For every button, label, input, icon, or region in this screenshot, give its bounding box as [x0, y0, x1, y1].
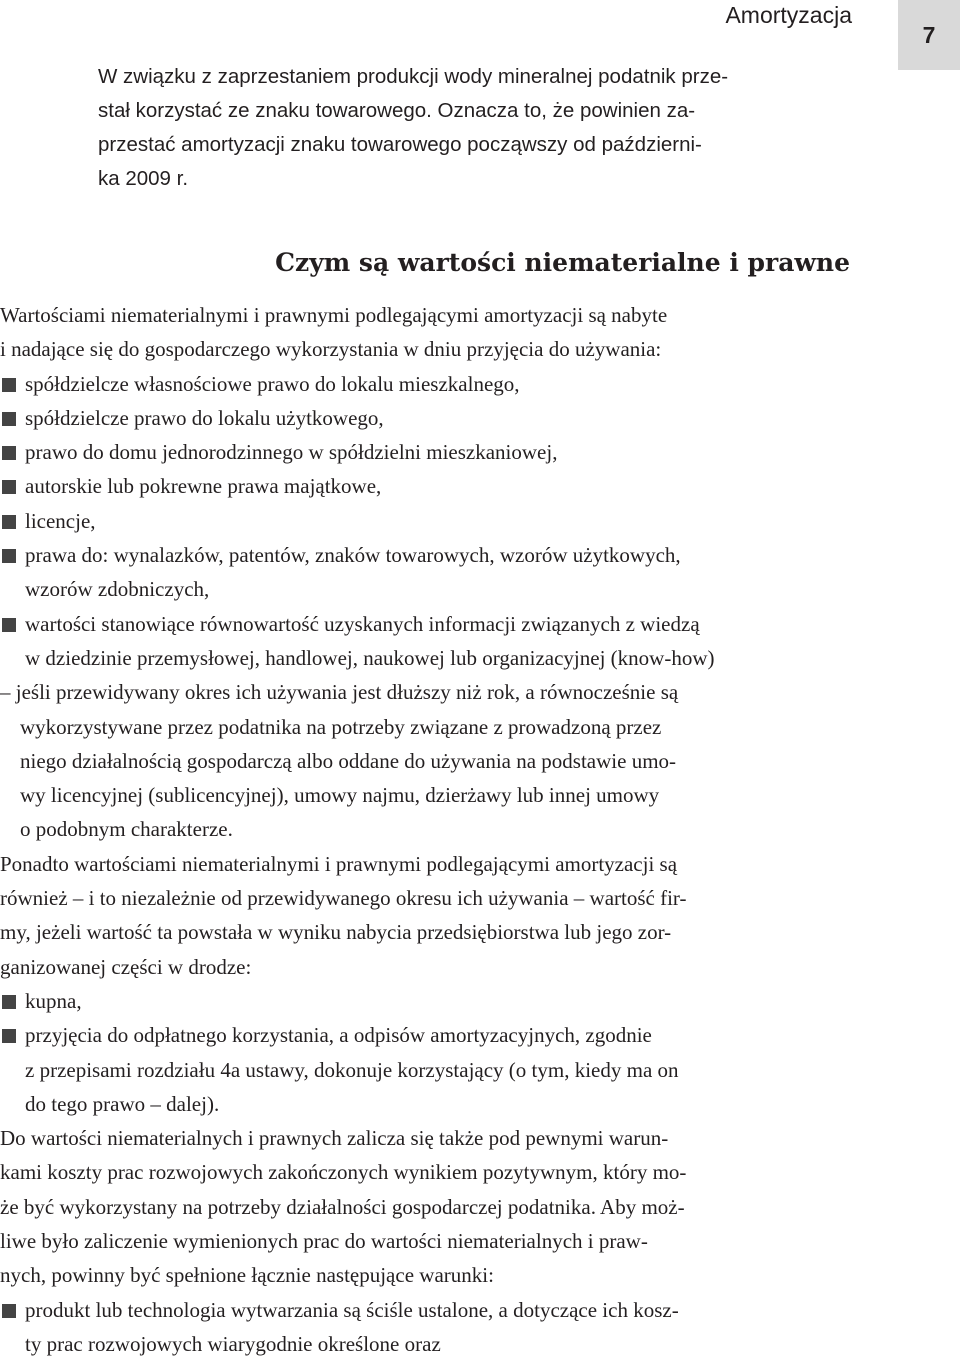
bullet-continuation-line: [0, 1053, 820, 1087]
paragraph-line: [0, 298, 820, 332]
bullet-list-item: [0, 1293, 820, 1327]
square-bullet-icon: [2, 995, 16, 1009]
line-text: przyjęcia do odpłatnego korzystania, a odpisów amortyzacyjnych, zgodnie: [25, 1023, 652, 1048]
line-text: wy licencyjnej (sublicencyjnej), umowy najmu, dzierżawy lub innej umowy: [20, 783, 660, 808]
line-text: że być wykorzystany na potrzeby działalności gospodarczej podatnika. Aby moż-: [0, 1194, 685, 1219]
bullet-list-item: [0, 984, 820, 1018]
line-text: również – i to niezależnie od przewidywanego okresu ich używania – wartość fir-: [0, 886, 687, 911]
intro-paragraph: [98, 60, 778, 196]
square-bullet-icon: [2, 1029, 16, 1043]
bullet-list-item: [0, 401, 820, 435]
line-text: i nadające się do gospodarczego wykorzystania w dniu przyjęcia do używania:: [0, 337, 662, 362]
line-text: kupna,: [25, 988, 82, 1013]
line-text: w dziedzinie przemysłowej, handlowej, naukowej lub organizacyjnej (know-how): [25, 645, 715, 670]
dash-continuation-line: [0, 778, 820, 812]
bullet-list-item: [0, 469, 820, 503]
paragraph-line: [0, 1155, 820, 1189]
square-bullet-icon: [2, 446, 16, 460]
line-text: Ponadto wartościami niematerialnymi i prawnymi podlegającymi amortyzacji są: [0, 851, 678, 876]
bullet-continuation-line: [0, 1087, 820, 1121]
bullet-list-item: [0, 538, 820, 572]
paragraph-line: [0, 847, 820, 881]
line-text: z przepisami rozdziału 4a ustawy, dokonuje korzystający (o tym, kiedy ma on: [25, 1057, 679, 1082]
line-text: my, jeżeli wartość ta powstała w wyniku nabycia przedsiębiorstwa lub jego zor-: [0, 920, 672, 945]
line-text: wartości stanowiące równowartość uzyskanych informacji związanych z wiedzą: [25, 611, 700, 636]
bullet-continuation-line: [0, 572, 820, 606]
line-text: ganizowanej części w drodze:: [0, 954, 252, 979]
page-number-tab: [898, 0, 960, 70]
square-bullet-icon: [2, 412, 16, 426]
bullet-list-item: [0, 607, 820, 641]
paragraph-line: [0, 332, 820, 366]
line-text: licencje,: [25, 508, 96, 533]
square-bullet-icon: [2, 1304, 16, 1318]
line-text: spółdzielcze prawo do lokalu użytkowego,: [25, 405, 384, 430]
line-text: produkt lub technologia wytwarzania są ściśle ustalone, a dotyczące ich kosz-: [25, 1297, 679, 1322]
bullet-continuation-line: [0, 1327, 820, 1361]
line-text: – jeśli przewidywany okres ich używania jest dłuższy niż rok, a równocześnie są: [0, 680, 679, 705]
running-header-title: Amortyzacja: [725, 2, 852, 28]
bullet-continuation-line: [0, 641, 820, 675]
square-bullet-icon: [2, 480, 16, 494]
dash-continuation-line: [0, 812, 820, 846]
line-text: spółdzielcze własnościowe prawo do lokalu mieszkalnego,: [25, 371, 520, 396]
line-text: Do wartości niematerialnych i prawnych zalicza się także pod pewnymi warun-: [0, 1126, 669, 1151]
dash-continuation-line: [0, 710, 820, 744]
bullet-list-item: [0, 435, 820, 469]
page-number: 7: [922, 21, 936, 48]
section-heading: Czym są wartości niematerialne i prawne: [275, 248, 850, 277]
paragraph-line: [0, 915, 820, 949]
square-bullet-icon: [2, 378, 16, 392]
paragraph-line: [0, 1190, 820, 1224]
line-text: ty prac rozwojowych wiarygodnie określone oraz: [25, 1331, 441, 1356]
line-text: wzorów zdobniczych,: [25, 577, 210, 602]
bullet-list-item: [0, 504, 820, 538]
line-text: nych, powinny być spełnione łącznie następujące warunki:: [0, 1263, 494, 1288]
square-bullet-icon: [2, 618, 16, 632]
paragraph-line: [0, 1224, 820, 1258]
paragraph-line: [0, 675, 820, 709]
paragraph-line: [0, 1258, 820, 1292]
body-text: [0, 298, 820, 1361]
line-text: autorskie lub pokrewne prawa majątkowe,: [25, 474, 382, 499]
line-text: do tego prawo – dalej).: [25, 1091, 220, 1116]
dash-continuation-line: [0, 744, 820, 778]
paragraph-line: [0, 1121, 820, 1155]
line-text: prawa do: wynalazków, patentów, znaków towarowych, wzorów użytkowych,: [25, 543, 681, 568]
line-text: kami koszty prac rozwojowych zakończonych wynikiem pozytywnym, który mo-: [0, 1160, 687, 1185]
bullet-list-item: [0, 1018, 820, 1052]
bullet-list-item: [0, 367, 820, 401]
intro-line: przestać amortyzacji znaku towarowego począwszy od październi-: [98, 133, 702, 156]
paragraph-line: [0, 881, 820, 915]
line-text: niego działalnością gospodarczą albo oddane do używania na podstawie umo-: [20, 748, 677, 773]
line-text: o podobnym charakterze.: [20, 817, 233, 842]
intro-line: W związku z zaprzestaniem produkcji wody mineralnej podatnik prze-: [98, 65, 729, 88]
line-text: Wartościami niematerialnymi i prawnymi podlegającymi amortyzacji są nabyte: [0, 303, 668, 327]
line-text: prawo do domu jednorodzinnego w spółdzielni mieszkaniowej,: [25, 440, 558, 465]
intro-line: stał korzystać ze znaku towarowego. Oznacza to, że powinien za-: [98, 99, 696, 122]
square-bullet-icon: [2, 549, 16, 563]
intro-line: ka 2009 r.: [98, 167, 189, 190]
line-text: liwe było zaliczenie wymienionych prac do wartości niematerialnych i praw-: [0, 1229, 648, 1254]
line-text: wykorzystywane przez podatnika na potrzeby związane z prowadzoną przez: [20, 714, 662, 739]
square-bullet-icon: [2, 515, 16, 529]
paragraph-line: [0, 950, 820, 984]
